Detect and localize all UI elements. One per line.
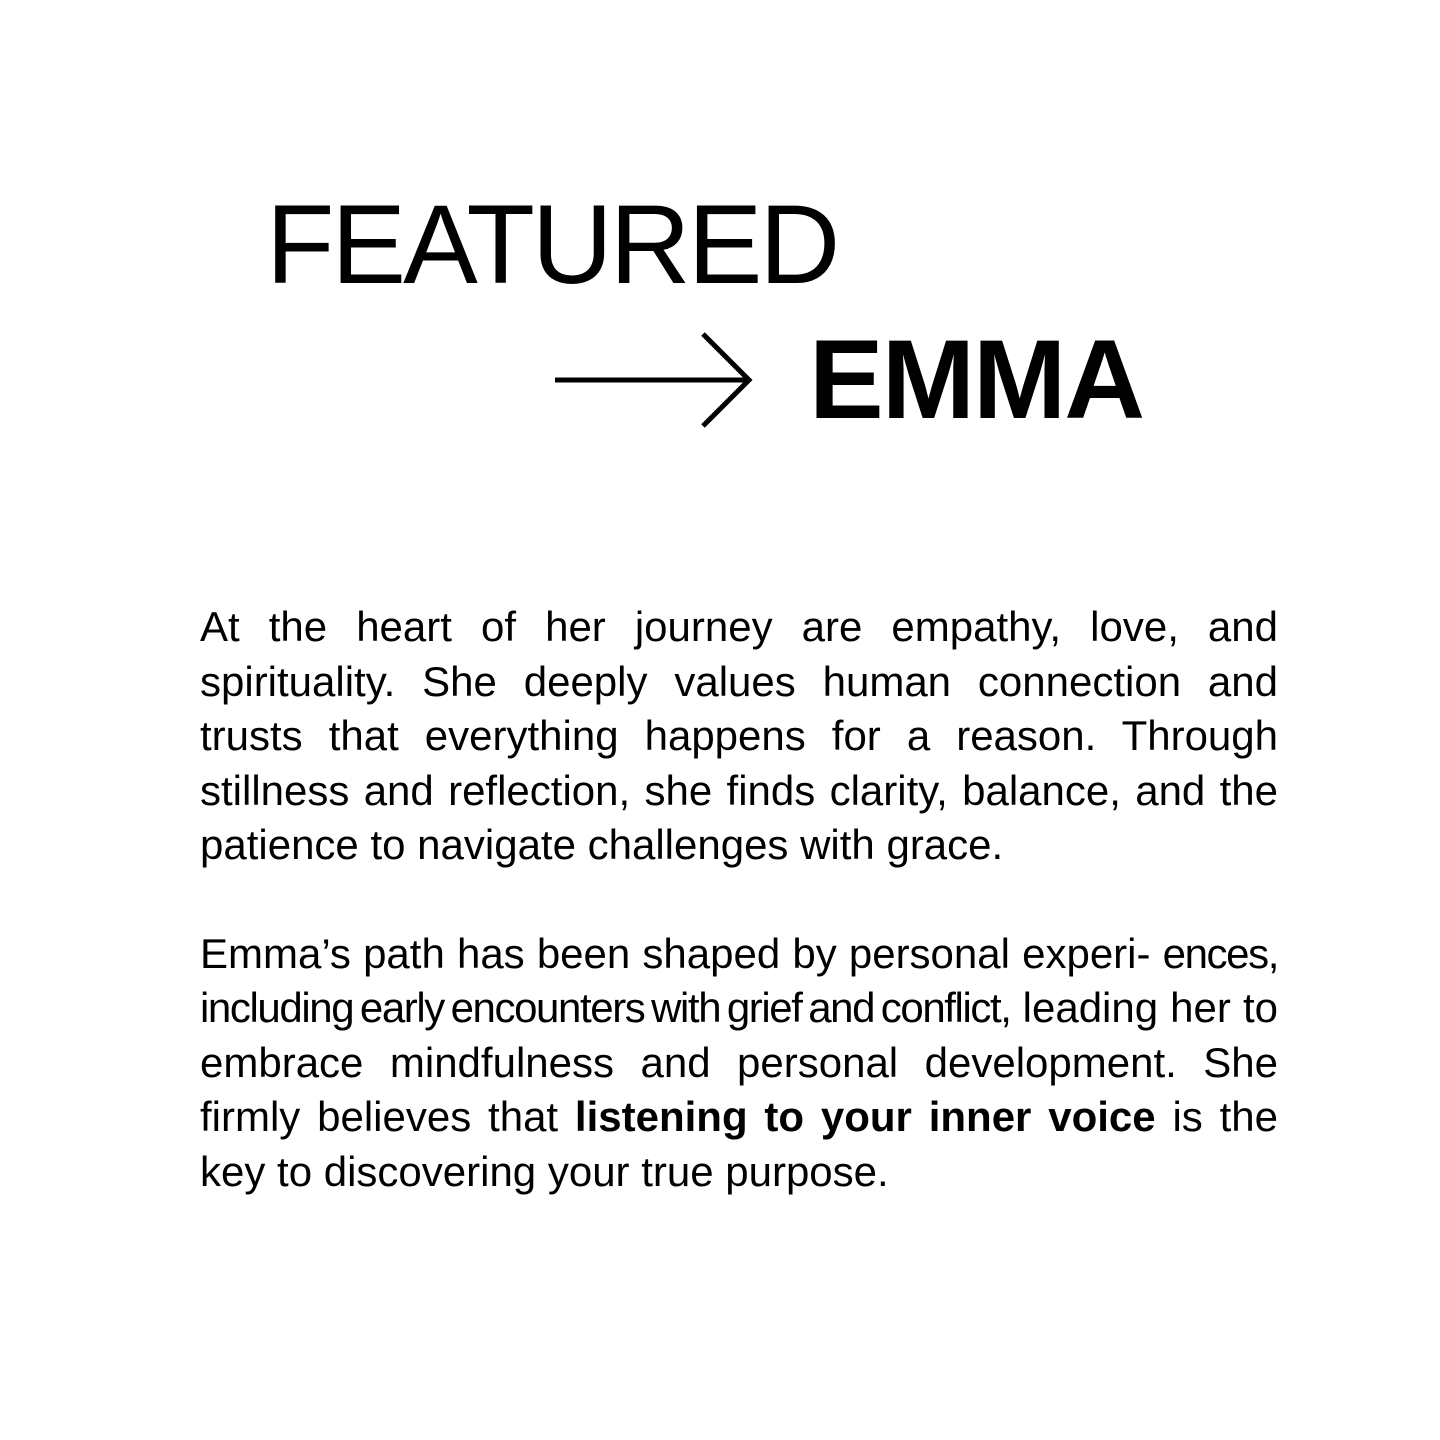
bio-section <box>200 600 1278 1199</box>
bio-paragraph-2-line-1: Emma’s path has been shaped by personal experi- <box>200 929 1151 977</box>
bio-paragraph-2 <box>200 927 1278 1200</box>
featured-heading: FEATURED <box>266 182 838 307</box>
bio-paragraph-2-line-2: ences, including early encounters with grief and conflict, <box>200 929 1278 1031</box>
featured-person-name: EMMA <box>809 317 1144 442</box>
bio-emphasis: listening to your inner voice <box>574 1093 1156 1140</box>
bio-paragraph-1: At the heart of her journey are empathy, love, and spirituality. She deeply values human connection and trusts that everything happens for a reason. Through stillness and reflection, she finds clarity, balance, and the patience to navigate challenges with grace. <box>200 603 1278 868</box>
bio-paragraph-2-end: is the key to discovering your true purpose. <box>200 1093 1278 1195</box>
featured-name-row <box>555 315 1143 445</box>
right-arrow-icon <box>555 332 753 428</box>
bio-paragraph-2-text: leading her to embrace mindfulness and personal development. She firmly believes that <box>200 984 1278 1140</box>
